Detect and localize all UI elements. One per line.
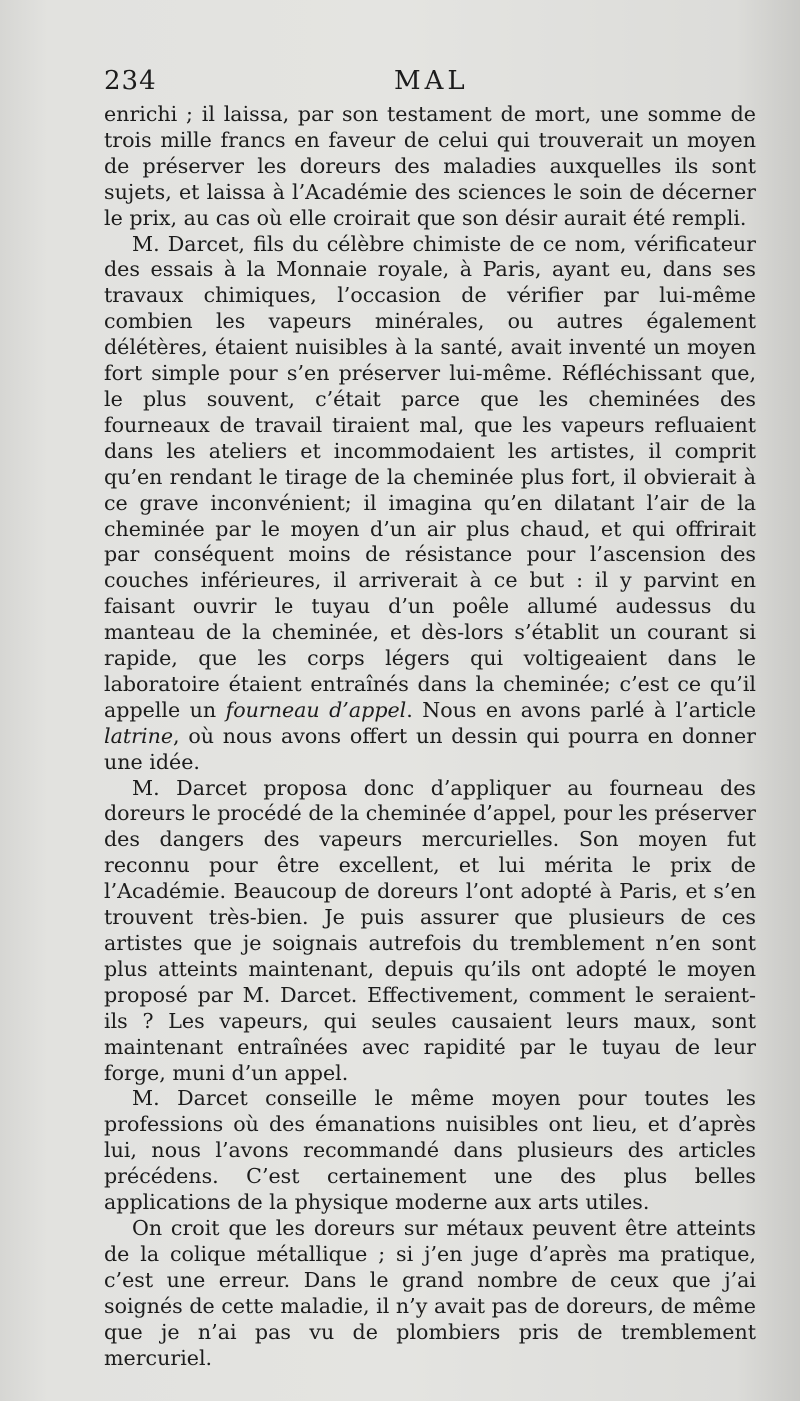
paragraph-text: On croit que les doreurs sur métaux peuvent être atteints de la colique métallique ; si j’en juge d’après ma pratique, c’est une erreur. Dans le grand nombre de ceux que j’ai soignés de cette maladie, il n’y avait pas de doreurs, de même que je n’ai pas vu de plombiers pris de tremblement mercuriel. xyxy=(104,1215,756,1370)
paragraph-text: M. Darcet conseille le même moyen pour toutes les professions où des émanations nuisibles ont lieu, et d’après lui, nous l’avons recommandé dans plusieurs des articles précédens. C’est certainement une des plus belles applications de la physique moderne aux arts utiles. xyxy=(104,1086,756,1215)
paragraph-text: M. Darcet proposa donc d’appliquer au fourneau des doreurs le procédé de la cheminée d’appel, pour les préserver des dangers des vapeurs mercurielles. Son moyen fut reconnu pour être excellent, et lui mérita le prix de l’Académie. Beaucoup de doreurs l’ont adopté à Paris, et s’en trouvent très-bien. Je puis assurer que plusieurs de ces artistes que je soignais autrefois du tremblement n’en sont plus atteints maintenant, depuis qu’ils ont adopté le moyen proposé par M. Darcet. Effectivement, comment le seraient-ils ? Les vapeurs, qui seules causaient leurs maux, sont maintenant entraînées avec rapidité par le tuyau de leur forge, muni d’un appel. xyxy=(104,775,756,1085)
page-number: 234 xyxy=(104,66,157,96)
paragraph-5 xyxy=(104,1216,756,1371)
paragraph-3 xyxy=(104,776,756,1087)
paragraph-text: . Nous en avons parlé à l’article xyxy=(406,697,757,722)
paragraph-text: , où nous avons offert un dessin qui pourra en donner une idée. xyxy=(104,723,756,774)
body-text xyxy=(104,102,756,1371)
italic-term: latrine xyxy=(104,723,174,748)
running-head: MAL xyxy=(394,66,469,96)
paragraph-text: M. Darcet, fils du célèbre chimiste de ce nom, vérificateur des essais à la Monnaie royale, à Paris, ayant eu, dans ses travaux chimiques, l’occasion de vérifier par lui-même combien les vapeurs minérales, ou autres également délétères, étaient nuisibles à la santé, avait inventé un moyen fort simple pour s’en préserver lui-même. Réfléchissant que, le plus souvent, c’était parce que les cheminées des fourneaux de travail tiraient mal, que les vapeurs refluaient dans les ateliers et incommodaient les artistes, il comprit qu’en rendant le tirage de la cheminée plus fort, il obvierait à ce grave inconvénient; il imagina qu’en dilatant l’air de la cheminée par le moyen d’un air plus chaud, et qui offrirait par conséquent moins de résistance pour l’ascension des couches inférieures, il arriverait à ce but : il y parvint en faisant ouvrir le tuyau d’un poêle allumé audessus du manteau de la cheminée, et dès-lors s’établit un courant si rapide, que les corps légers qui voltigeaient dans le laboratoire étaient entraînés dans la cheminée; c’est ce qu’il appelle un xyxy=(104,231,756,722)
paragraph-4 xyxy=(104,1086,756,1216)
paragraph-2 xyxy=(104,232,756,776)
paragraph-1 xyxy=(104,102,756,232)
paragraph-text: enrichi ; il laissa, par son testament de mort, une somme de trois mille francs en faveur de celui qui trouverait un moyen de préserver les doreurs des maladies auxquelles ils sont sujets, et laissa à l’Académie des sciences le soin de décerner le prix, au cas où elle croirait que son désir aurait été rempli. xyxy=(104,102,756,230)
page-header xyxy=(104,66,758,106)
italic-term: fourneau d’appel xyxy=(225,697,407,722)
